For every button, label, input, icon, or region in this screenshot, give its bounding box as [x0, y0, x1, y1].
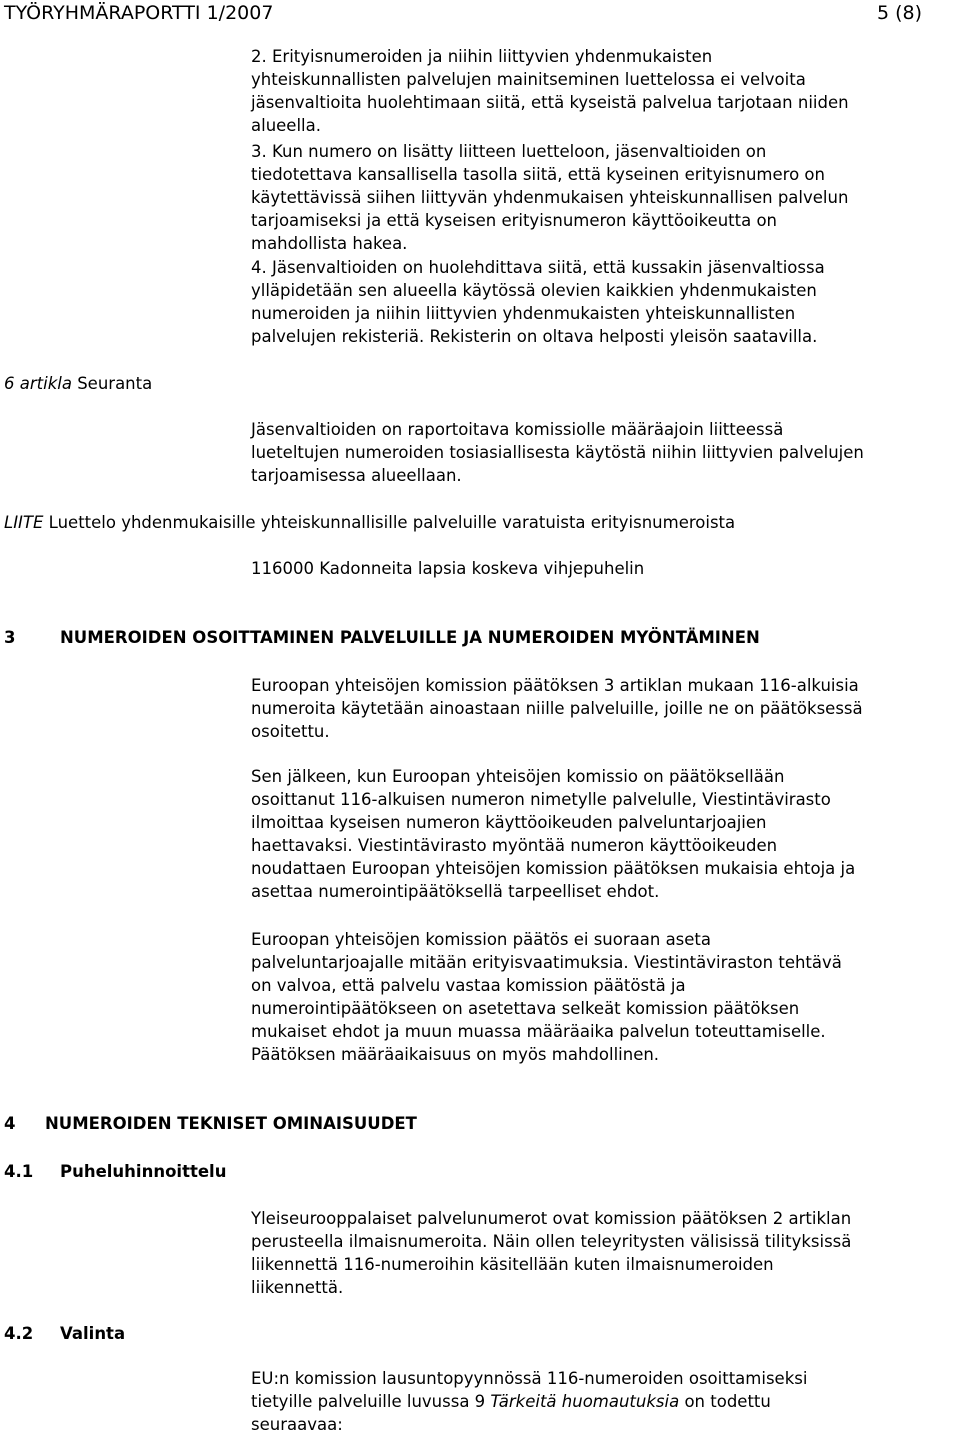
text-line: palveluntarjoajalle mitään erityisvaatimuksia. Viestintäviraston tehtävä: [251, 953, 842, 972]
article-6-number: 6 artikla: [4, 374, 72, 393]
section-title: Puheluhinnoittelu: [60, 1162, 227, 1181]
section-title: NUMEROIDEN OSOITTAMINEN PALVELUILLE JA NUMEROIDEN MYÖNTÄMINEN: [60, 628, 760, 647]
annex-title: Luettelo yhdenmukaisille yhteiskunnallisille palveluille varatuista erityisnumeroista: [43, 513, 736, 532]
article-6-label: [4, 372, 152, 395]
text-line: alueella.: [251, 116, 321, 135]
text-line: Jäsenvaltioiden on huolehdittava siitä, että kussakin jäsenvaltiossa: [272, 258, 825, 277]
annex-label: [4, 511, 735, 534]
text-line: palvelujen rekisteriä. Rekisterin on oltava helposti yleisön saatavilla.: [251, 327, 818, 346]
text-line: haettavaksi. Viestintävirasto myöntää numeron käyttöoikeuden: [251, 836, 778, 855]
text-line: Kun numero on lisätty liitteen luetteloon, jäsenvaltioiden on: [272, 142, 767, 161]
text-line: Päätöksen määräaikaisuus on myös mahdollinen.: [251, 1045, 660, 1064]
section-4-1-body: [251, 1207, 956, 1299]
list-item-3: [251, 140, 956, 255]
article-6-body: [251, 418, 956, 487]
text-line: [251, 1390, 956, 1413]
section-4-2-body: [251, 1367, 956, 1436]
section-3-heading: [4, 626, 760, 649]
section-3-paragraph-3: [251, 928, 956, 1066]
text-line: numeroita käytetään ainoastaan niille palveluille, joille ne on päätöksessä: [251, 699, 863, 718]
annex-word: LIITE: [4, 513, 44, 532]
list-item-2: [251, 45, 956, 137]
text-line: perusteella ilmaisnumeroita. Näin ollen teleyritysten välisissä tilityksissä: [251, 1232, 852, 1251]
list-number: 4.: [251, 258, 267, 277]
text-line: ylläpidetään sen alueella käytössä olevien kaikkien yhdenmukaisten: [251, 281, 817, 300]
text-line: tarjoamisessa alueellaan.: [251, 466, 462, 485]
section-4-1-heading: [4, 1160, 226, 1183]
text-line: noudattaen Euroopan yhteisöjen komission päätöksen mukaisia ehtoja ja: [251, 859, 856, 878]
text-line: seuraavaa:: [251, 1415, 343, 1434]
section-number: 4.2: [4, 1324, 34, 1343]
text-line: mukaiset ehdot ja muun muassa määräaika palvelun toteuttamiselle.: [251, 1022, 826, 1041]
text-line: numeroiden ja niihin liittyvien yhdenmukaisten yhteiskunnallisten: [251, 304, 796, 323]
text-line: osoittanut 116-alkuisen numeron nimetylle palvelulle, Viestintävirasto: [251, 790, 831, 809]
annex-item: [251, 557, 956, 580]
text-line: käytettävissä siihen liittyvän yhdenmukaisen yhteiskunnallisen palvelun: [251, 188, 849, 207]
article-6-title: Seuranta: [71, 374, 153, 393]
text-line: EU:n komission lausuntopyynnössä 116-numeroiden osoittamiseksi: [251, 1369, 808, 1388]
text-line: liikennettä 116-numeroihin käsitellään kuten ilmaisnumeroiden: [251, 1255, 774, 1274]
page-number: 5 (8): [876, 2, 922, 24]
text-line: Euroopan yhteisöjen komission päätöksen 3 artiklan mukaan 116-alkuisia: [251, 676, 859, 695]
text-line: jäsenvaltioita huolehtimaan siitä, että kyseistä palvelua tarjotaan niiden: [251, 93, 849, 112]
text-line: Euroopan yhteisöjen komission päätös ei suoraan aseta: [251, 930, 712, 949]
section-number: 4.1: [4, 1162, 34, 1181]
section-number: 4: [4, 1114, 16, 1133]
text-line: on valvoa, että palvelu vastaa komission päätöstä ja: [251, 976, 686, 995]
text-fragment: on todettu: [679, 1392, 771, 1411]
text-line: liikennettä.: [251, 1278, 344, 1297]
text-line: yhteiskunnallisten palvelujen mainitseminen luettelossa ei velvoita: [251, 70, 806, 89]
text-line: tarjoamiseksi ja että kyseisen erityisnumeron käyttöoikeutta on: [251, 211, 778, 230]
section-4-2-heading: [4, 1322, 125, 1345]
list-item-4: [251, 256, 956, 348]
text-line: asettaa numerointipäätöksellä tarpeelliset ehdot.: [251, 882, 660, 901]
text-line: Sen jälkeen, kun Euroopan yhteisöjen komissio on päätöksellään: [251, 767, 785, 786]
section-title: NUMEROIDEN TEKNISET OMINAISUUDET: [45, 1114, 417, 1133]
text-line: Yleiseurooppalaiset palvelunumerot ovat komission päätöksen 2 artiklan: [251, 1209, 852, 1228]
list-number: 2.: [251, 47, 267, 66]
text-line: tiedotettava kansallisella tasolla siitä, että kyseinen erityisnumero on: [251, 165, 825, 184]
text-line: numerointipäätökseen on asetettava selkeät komission päätöksen: [251, 999, 800, 1018]
text-line: ilmoittaa kyseisen numeron käyttöoikeuden palveluntarjoajien: [251, 813, 767, 832]
text-line: Erityisnumeroiden ja niihin liittyvien yhdenmukaisten: [272, 47, 713, 66]
text-fragment: tietyille palveluille luvussa 9: [251, 1392, 491, 1411]
text-line: mahdollista hakea.: [251, 234, 408, 253]
section-3-paragraph-1: [251, 674, 956, 743]
section-title: Valinta: [60, 1324, 126, 1343]
text-line: lueteltujen numeroiden tosiasiallisesta käytöstä niihin liittyvien palvelujen: [251, 443, 864, 462]
list-number: 3.: [251, 142, 267, 161]
italic-reference: Tärkeitä huomautuksia: [490, 1392, 680, 1411]
section-number: 3: [4, 628, 16, 647]
text-line: osoitettu.: [251, 722, 330, 741]
report-header-title: TYÖRYHMÄRAPORTTI 1/2007: [4, 2, 274, 24]
section-4-heading: [4, 1112, 417, 1135]
text-line: Jäsenvaltioiden on raportoitava komissiolle määräajoin liitteessä: [251, 420, 784, 439]
section-3-paragraph-2: [251, 765, 956, 903]
annex-number-entry: 116000 Kadonneita lapsia koskeva vihjepuhelin: [251, 559, 645, 578]
